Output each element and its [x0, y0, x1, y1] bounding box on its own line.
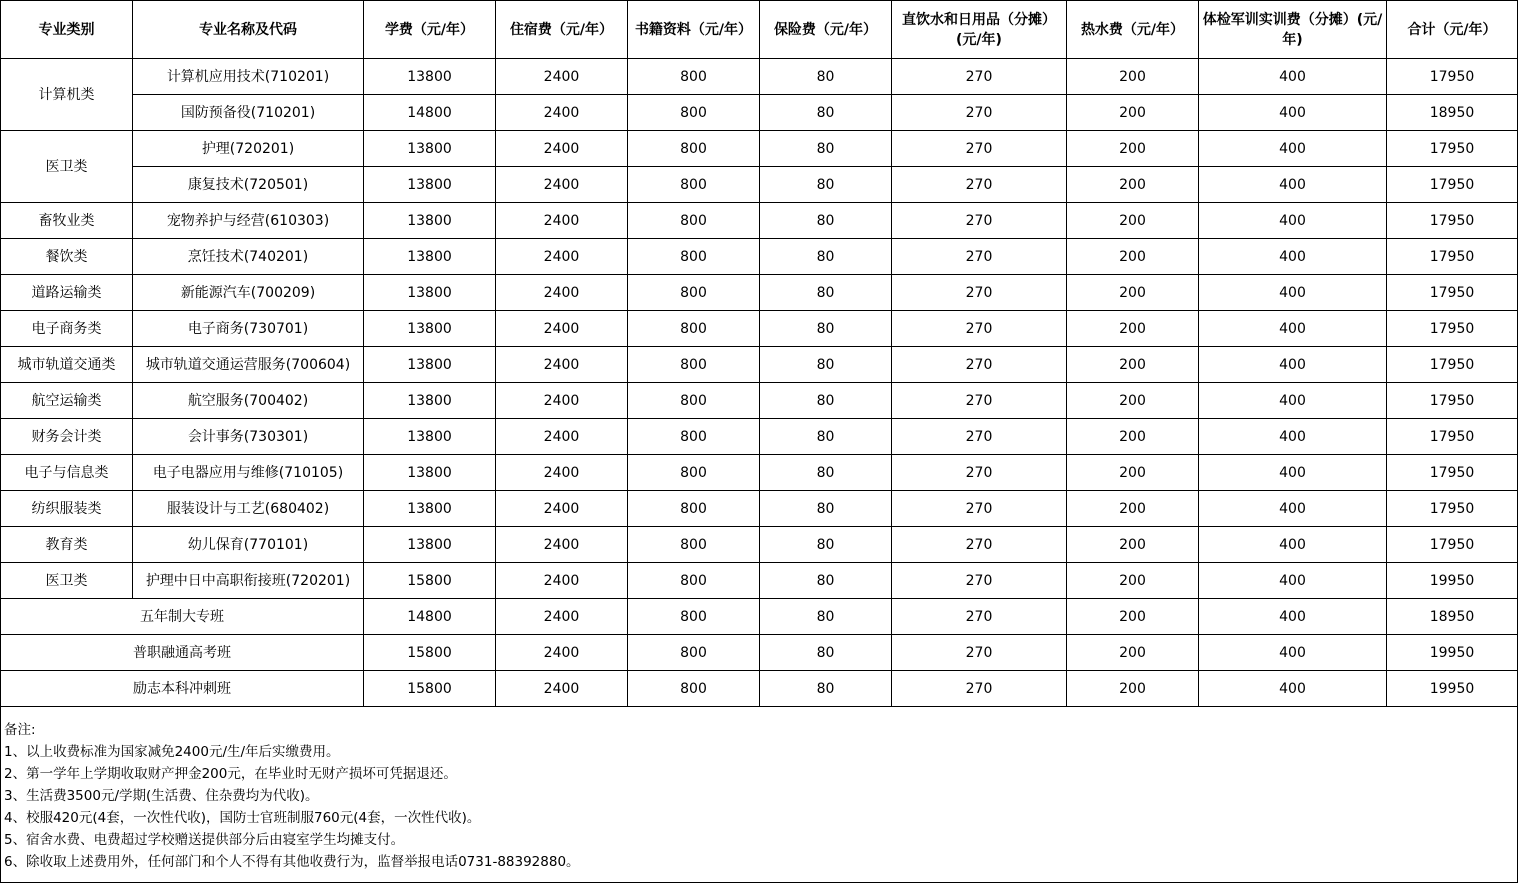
water-supplies-cell: 270 — [892, 635, 1067, 671]
hot-water-cell: 200 — [1067, 95, 1199, 131]
tuition-cell: 15800 — [364, 635, 496, 671]
books-cell: 800 — [628, 671, 760, 707]
water-supplies-cell: 270 — [892, 599, 1067, 635]
books-cell: 800 — [628, 599, 760, 635]
major-cell: 康复技术(720501) — [133, 167, 364, 203]
accommodation-cell: 2400 — [496, 311, 628, 347]
accommodation-cell: 2400 — [496, 491, 628, 527]
category-cell: 餐饮类 — [1, 239, 133, 275]
insurance-cell: 80 — [760, 275, 892, 311]
table-row — [1, 527, 1518, 563]
physical-training-cell: 400 — [1199, 203, 1387, 239]
insurance-cell: 80 — [760, 347, 892, 383]
special-row — [1, 635, 1518, 671]
major-cell: 幼儿保育(770101) — [133, 527, 364, 563]
tuition-cell: 15800 — [364, 671, 496, 707]
water-supplies-cell: 270 — [892, 383, 1067, 419]
insurance-cell: 80 — [760, 419, 892, 455]
books-cell: 800 — [628, 95, 760, 131]
table-row — [1, 347, 1518, 383]
insurance-cell: 80 — [760, 59, 892, 95]
header-category: 专业类别 — [1, 1, 133, 59]
header-tuition: 学费（元/年） — [364, 1, 496, 59]
total-cell: 18950 — [1387, 95, 1518, 131]
category-cell: 教育类 — [1, 527, 133, 563]
header-water-supplies: 直饮水和日用品（分摊）(元/年) — [892, 1, 1067, 59]
total-cell: 17950 — [1387, 311, 1518, 347]
physical-training-cell: 400 — [1199, 635, 1387, 671]
accommodation-cell: 2400 — [496, 275, 628, 311]
insurance-cell: 80 — [760, 203, 892, 239]
major-cell: 电子商务(730701) — [133, 311, 364, 347]
table-row — [1, 455, 1518, 491]
accommodation-cell: 2400 — [496, 671, 628, 707]
program-name-cell: 五年制大专班 — [1, 599, 364, 635]
insurance-cell: 80 — [760, 383, 892, 419]
insurance-cell: 80 — [760, 131, 892, 167]
major-cell: 新能源汽车(700209) — [133, 275, 364, 311]
special-rows — [1, 599, 1518, 707]
category-cell: 道路运输类 — [1, 275, 133, 311]
physical-training-cell: 400 — [1199, 455, 1387, 491]
water-supplies-cell: 270 — [892, 347, 1067, 383]
tuition-cell: 13800 — [364, 491, 496, 527]
total-cell: 19950 — [1387, 671, 1518, 707]
table-row — [1, 383, 1518, 419]
physical-training-cell: 400 — [1199, 383, 1387, 419]
total-cell: 19950 — [1387, 635, 1518, 671]
accommodation-cell: 2400 — [496, 59, 628, 95]
program-name-cell: 普职融通高考班 — [1, 635, 364, 671]
accommodation-cell: 2400 — [496, 239, 628, 275]
major-cell: 航空服务(700402) — [133, 383, 364, 419]
table-row — [1, 95, 1518, 131]
water-supplies-cell: 270 — [892, 671, 1067, 707]
physical-training-cell: 400 — [1199, 95, 1387, 131]
total-cell: 19950 — [1387, 563, 1518, 599]
books-cell: 800 — [628, 347, 760, 383]
table-row — [1, 275, 1518, 311]
hot-water-cell: 200 — [1067, 167, 1199, 203]
category-cell: 电子商务类 — [1, 311, 133, 347]
hot-water-cell: 200 — [1067, 347, 1199, 383]
table-row — [1, 311, 1518, 347]
header-total: 合计（元/年） — [1387, 1, 1518, 59]
major-cell: 护理(720201) — [133, 131, 364, 167]
tuition-cell: 13800 — [364, 311, 496, 347]
header-hot-water: 热水费（元/年） — [1067, 1, 1199, 59]
books-cell: 800 — [628, 203, 760, 239]
total-cell: 18950 — [1387, 599, 1518, 635]
hot-water-cell: 200 — [1067, 131, 1199, 167]
major-cell: 烹饪技术(740201) — [133, 239, 364, 275]
tuition-cell: 13800 — [364, 347, 496, 383]
notes-cell — [1, 707, 1518, 883]
tuition-cell: 13800 — [364, 455, 496, 491]
total-cell: 17950 — [1387, 347, 1518, 383]
water-supplies-cell: 270 — [892, 59, 1067, 95]
books-cell: 800 — [628, 635, 760, 671]
hot-water-cell: 200 — [1067, 203, 1199, 239]
insurance-cell: 80 — [760, 671, 892, 707]
insurance-cell: 80 — [760, 527, 892, 563]
books-cell: 800 — [628, 131, 760, 167]
total-cell: 17950 — [1387, 239, 1518, 275]
major-cell: 宠物养护与经营(610303) — [133, 203, 364, 239]
tuition-cell: 13800 — [364, 383, 496, 419]
accommodation-cell: 2400 — [496, 563, 628, 599]
notes-title: 备注: — [4, 722, 36, 738]
major-cell: 计算机应用技术(710201) — [133, 59, 364, 95]
header-insurance: 保险费（元/年） — [760, 1, 892, 59]
physical-training-cell: 400 — [1199, 527, 1387, 563]
hot-water-cell: 200 — [1067, 383, 1199, 419]
accommodation-cell: 2400 — [496, 383, 628, 419]
table-row — [1, 491, 1518, 527]
insurance-cell: 80 — [760, 95, 892, 131]
hot-water-cell: 200 — [1067, 419, 1199, 455]
books-cell: 800 — [628, 491, 760, 527]
note-line: 3、生活费3500元/学期(生活费、住杂费均为代收)。 — [4, 788, 319, 804]
note-line: 5、宿舍水费、电费超过学校赠送提供部分后由寝室学生均摊支付。 — [4, 832, 405, 848]
single-rows — [1, 203, 1518, 599]
category-cell: 医卫类 — [1, 563, 133, 599]
category-cell: 航空运输类 — [1, 383, 133, 419]
total-cell: 17950 — [1387, 131, 1518, 167]
tuition-cell: 15800 — [364, 563, 496, 599]
accommodation-cell: 2400 — [496, 455, 628, 491]
water-supplies-cell: 270 — [892, 95, 1067, 131]
books-cell: 800 — [628, 527, 760, 563]
physical-training-cell: 400 — [1199, 131, 1387, 167]
water-supplies-cell: 270 — [892, 131, 1067, 167]
major-cell: 国防预备役(710201) — [133, 95, 364, 131]
physical-training-cell: 400 — [1199, 239, 1387, 275]
physical-training-cell: 400 — [1199, 599, 1387, 635]
water-supplies-cell: 270 — [892, 311, 1067, 347]
category-cell: 电子与信息类 — [1, 455, 133, 491]
hot-water-cell: 200 — [1067, 635, 1199, 671]
physical-training-cell: 400 — [1199, 311, 1387, 347]
note-line: 6、除收取上述费用外，任何部门和个人不得有其他收费行为，监督举报电话0731-88392880。 — [4, 854, 580, 870]
total-cell: 17950 — [1387, 203, 1518, 239]
header-accommodation: 住宿费（元/年） — [496, 1, 628, 59]
tuition-cell: 14800 — [364, 599, 496, 635]
physical-training-cell: 400 — [1199, 347, 1387, 383]
water-supplies-cell: 270 — [892, 419, 1067, 455]
total-cell: 17950 — [1387, 455, 1518, 491]
table-row — [1, 239, 1518, 275]
insurance-cell: 80 — [760, 635, 892, 671]
accommodation-cell: 2400 — [496, 347, 628, 383]
hot-water-cell: 200 — [1067, 599, 1199, 635]
insurance-cell: 80 — [760, 455, 892, 491]
category-cell: 城市轨道交通类 — [1, 347, 133, 383]
tuition-cell: 13800 — [364, 419, 496, 455]
tuition-cell: 13800 — [364, 131, 496, 167]
category-cell: 计算机类 — [1, 59, 133, 131]
insurance-cell: 80 — [760, 311, 892, 347]
water-supplies-cell: 270 — [892, 203, 1067, 239]
accommodation-cell: 2400 — [496, 95, 628, 131]
hot-water-cell: 200 — [1067, 563, 1199, 599]
table-row — [1, 203, 1518, 239]
total-cell: 17950 — [1387, 167, 1518, 203]
hot-water-cell: 200 — [1067, 275, 1199, 311]
books-cell: 800 — [628, 167, 760, 203]
tuition-cell: 13800 — [364, 527, 496, 563]
major-cell: 城市轨道交通运营服务(700604) — [133, 347, 364, 383]
tuition-cell: 13800 — [364, 59, 496, 95]
accommodation-cell: 2400 — [496, 599, 628, 635]
fee-table-body — [1, 59, 1518, 203]
total-cell: 17950 — [1387, 491, 1518, 527]
insurance-cell: 80 — [760, 599, 892, 635]
accommodation-cell: 2400 — [496, 419, 628, 455]
books-cell: 800 — [628, 383, 760, 419]
note-line: 1、以上收费标准为国家减免2400元/生/年后实缴费用。 — [4, 744, 340, 760]
header-major: 专业名称及代码 — [133, 1, 364, 59]
insurance-cell: 80 — [760, 491, 892, 527]
category-cell: 纺织服装类 — [1, 491, 133, 527]
hot-water-cell: 200 — [1067, 239, 1199, 275]
header-books: 书籍资料（元/年） — [628, 1, 760, 59]
major-cell: 服装设计与工艺(680402) — [133, 491, 364, 527]
notes-section — [1, 707, 1518, 883]
accommodation-cell: 2400 — [496, 635, 628, 671]
water-supplies-cell: 270 — [892, 527, 1067, 563]
physical-training-cell: 400 — [1199, 563, 1387, 599]
books-cell: 800 — [628, 239, 760, 275]
table-row — [1, 419, 1518, 455]
water-supplies-cell: 270 — [892, 491, 1067, 527]
accommodation-cell: 2400 — [496, 131, 628, 167]
tuition-cell: 13800 — [364, 203, 496, 239]
special-row — [1, 599, 1518, 635]
accommodation-cell: 2400 — [496, 167, 628, 203]
program-name-cell: 励志本科冲刺班 — [1, 671, 364, 707]
note-line: 4、校服420元(4套，一次性代收)，国防士官班制服760元(4套，一次性代收)。 — [4, 810, 481, 826]
category-cell: 医卫类 — [1, 131, 133, 203]
table-row — [1, 131, 1518, 167]
accommodation-cell: 2400 — [496, 527, 628, 563]
total-cell: 17950 — [1387, 419, 1518, 455]
physical-training-cell: 400 — [1199, 167, 1387, 203]
table-row — [1, 167, 1518, 203]
total-cell: 17950 — [1387, 383, 1518, 419]
books-cell: 800 — [628, 419, 760, 455]
water-supplies-cell: 270 — [892, 167, 1067, 203]
hot-water-cell: 200 — [1067, 59, 1199, 95]
header-row — [1, 1, 1518, 59]
tuition-cell: 13800 — [364, 239, 496, 275]
water-supplies-cell: 270 — [892, 275, 1067, 311]
hot-water-cell: 200 — [1067, 455, 1199, 491]
water-supplies-cell: 270 — [892, 563, 1067, 599]
tuition-cell: 14800 — [364, 95, 496, 131]
major-cell: 电子电器应用与维修(710105) — [133, 455, 364, 491]
header-physical-training: 体检军训实训费（分摊）(元/年) — [1199, 1, 1387, 59]
books-cell: 800 — [628, 455, 760, 491]
notes-row — [1, 707, 1518, 883]
insurance-cell: 80 — [760, 563, 892, 599]
physical-training-cell: 400 — [1199, 59, 1387, 95]
major-cell: 护理中日中高职衔接班(720201) — [133, 563, 364, 599]
books-cell: 800 — [628, 311, 760, 347]
water-supplies-cell: 270 — [892, 455, 1067, 491]
physical-training-cell: 400 — [1199, 419, 1387, 455]
physical-training-cell: 400 — [1199, 671, 1387, 707]
tuition-cell: 13800 — [364, 275, 496, 311]
physical-training-cell: 400 — [1199, 275, 1387, 311]
major-cell: 会计事务(730301) — [133, 419, 364, 455]
insurance-cell: 80 — [760, 167, 892, 203]
total-cell: 17950 — [1387, 59, 1518, 95]
physical-training-cell: 400 — [1199, 491, 1387, 527]
total-cell: 17950 — [1387, 275, 1518, 311]
total-cell: 17950 — [1387, 527, 1518, 563]
accommodation-cell: 2400 — [496, 203, 628, 239]
books-cell: 800 — [628, 275, 760, 311]
tuition-cell: 13800 — [364, 167, 496, 203]
insurance-cell: 80 — [760, 239, 892, 275]
hot-water-cell: 200 — [1067, 311, 1199, 347]
books-cell: 800 — [628, 59, 760, 95]
hot-water-cell: 200 — [1067, 491, 1199, 527]
table-row — [1, 563, 1518, 599]
special-row — [1, 671, 1518, 707]
category-cell: 畜牧业类 — [1, 203, 133, 239]
table-row — [1, 59, 1518, 95]
hot-water-cell: 200 — [1067, 527, 1199, 563]
books-cell: 800 — [628, 563, 760, 599]
category-cell: 财务会计类 — [1, 419, 133, 455]
note-line: 2、第一学年上学期收取财产押金200元，在毕业时无财产损坏可凭据退还。 — [4, 766, 457, 782]
hot-water-cell: 200 — [1067, 671, 1199, 707]
water-supplies-cell: 270 — [892, 239, 1067, 275]
